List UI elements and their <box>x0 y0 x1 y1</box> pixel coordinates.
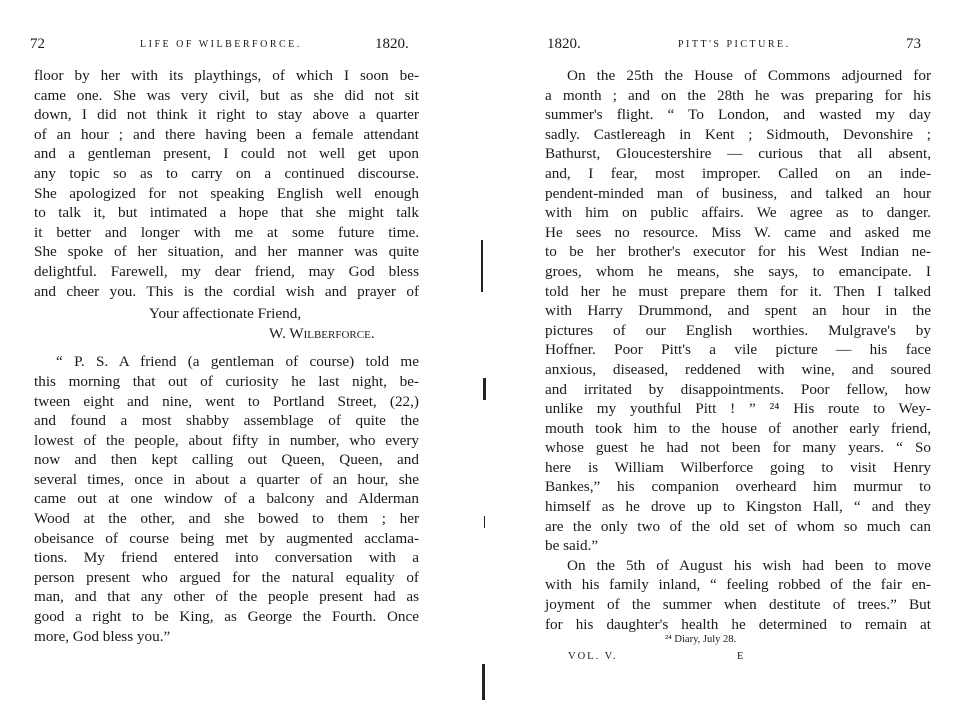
text-line: Bathurst, Gloucestershire — curious that all absent, <box>545 145 931 163</box>
text-line: of an hour ; and there having been a female attendant <box>34 125 419 143</box>
gutter-mark <box>482 664 485 700</box>
text-line: “ P. S. A friend (a gentleman of course) told me <box>56 353 419 371</box>
text-line: delightful. Farewell, my dear friend, may God bless <box>34 262 419 280</box>
text-line: more, God bless you.” <box>34 627 171 645</box>
signature-mark-letter: E <box>737 651 746 662</box>
text-line: anxious, diseased, reddened with wine, and soured <box>545 360 931 378</box>
text-line: and a gentleman present, I could not well get upon <box>34 145 419 163</box>
left-year: 1820. <box>375 36 409 52</box>
text-line: pendent-minded man of business, and talked an hour <box>545 184 931 202</box>
left-page-number: 72 <box>30 36 45 52</box>
text-line: any topic so as to carry on a continued discourse. <box>34 164 419 182</box>
right-year: 1820. <box>547 36 581 52</box>
text-line: a month ; and on the 28th he was preparing for his <box>545 86 931 104</box>
text-line: groes, whom he means, she says, to emancipate. I <box>545 262 931 280</box>
text-line: be said.” <box>545 537 599 555</box>
text-line: to talk it, but intimated a hope that she might talk <box>34 204 419 222</box>
text-line: now and then kept calling out Queen, Queen, and <box>34 451 419 469</box>
text-line: Hoffner. Poor Pitt's a vile picture — his face <box>545 341 931 359</box>
text-line: himself as he drove up to Kingston Hall, “ and they <box>545 498 931 516</box>
text-line: She spoke of her situation, and her manner was quite <box>34 243 419 261</box>
text-line: mouth took him to the house of another early friend, <box>545 419 931 437</box>
text-line: pictures of our English worthies. Mulgrave's by <box>545 321 931 339</box>
text-line: Wood at the other, and she bowed to them ; her <box>34 510 419 528</box>
text-line: On the 25th the House of Commons adjourned for <box>567 67 931 84</box>
text-line: told her he must prepare them for it. Then I talked <box>545 282 931 300</box>
text-line: She apologized for not speaking English well enough <box>34 184 419 202</box>
text-line: person present who argued for the natural equality of <box>34 568 419 586</box>
right-page <box>495 0 980 705</box>
left-running-title: LIFE OF WILBERFORCE. <box>140 39 302 50</box>
text-line: good a right to be King, as George the Fourth. Once <box>34 608 419 626</box>
text-line: unlike my youthful Pitt ! ” ²⁴ His route to Wey- <box>545 400 931 418</box>
text-line: to be her brother's executor for his West Indian ne- <box>545 243 931 261</box>
text-line: are the only two of the old set of whom so much can <box>545 517 931 535</box>
text-line: tions. My friend entered into conversation with a <box>34 549 419 567</box>
text-line: and irritated by disappointments. Poor fellow, how <box>545 380 931 398</box>
signature-mark-volume: VOL. V. <box>568 651 618 662</box>
text-line: and, I fear, most improper. Called on an inde- <box>545 164 931 182</box>
text-line: He sees no resource. Miss W. came and asked me <box>545 223 931 241</box>
text-line: lowest of the people, about fifty in number, who every <box>34 431 419 449</box>
text-line: and cheer you. This is the cordial wish and prayer of <box>34 282 419 300</box>
text-line: Bankes,” his companion overheard him murmur to <box>545 478 931 496</box>
text-line: On the 5th of August his wish had been to move <box>567 556 931 574</box>
text-line: joyment of the summer when destitute of trees.” But <box>545 596 931 614</box>
text-line: for his daughter's health he determined to remain at <box>545 615 931 633</box>
text-line: this morning that out of curiosity he last night, be- <box>34 372 419 390</box>
text-line: and found a most shabby assemblage of quite the <box>34 412 419 430</box>
text-line: summer's flight. “ To London, and wasted my day <box>545 106 931 124</box>
text-line: came one. She was very civil, but as she did not sit <box>34 86 419 104</box>
text-line: it better and longer with me at some future time. <box>34 223 419 241</box>
gutter-mark <box>483 378 486 400</box>
left-running-head <box>0 36 470 54</box>
left-body <box>34 66 419 646</box>
text-line: sadly. Castlereagh in Kent ; Sidmouth, Devonshire ; <box>545 125 931 143</box>
right-body <box>545 66 931 634</box>
text-line: with Harry Drummond, and spent an hour in the <box>545 302 931 320</box>
text-line: obeisance of course being met by augmented acclama- <box>34 529 419 547</box>
text-line: here is William Wilberforce going to visit Henry <box>545 458 931 476</box>
text-line: down, I did not think it right to stay above a quarter <box>34 106 419 124</box>
letter-signature: W. Wilberforce. <box>269 324 375 342</box>
text-line: with him on public affairs. We agree as to danger. <box>545 204 931 222</box>
text-line: with his family inland, “ feeling robbed of the fair en- <box>545 576 931 594</box>
text-line: man, and that any other of the people present had as <box>34 588 419 606</box>
text-line: floor by her with its playthings, of which I soon be- <box>34 67 419 84</box>
text-line: several times, once in about a quarter of an hour, she <box>34 470 419 488</box>
right-running-title: PITT'S PICTURE. <box>678 39 791 50</box>
right-running-head <box>495 36 980 54</box>
footnote: ²⁴ Diary, July 28. <box>665 634 737 645</box>
letter-closing: Your affectionate Friend, <box>149 305 302 323</box>
left-page <box>0 0 470 705</box>
text-line: came out at one window of a balcony and Alderman <box>34 490 419 508</box>
gutter-mark <box>484 516 485 528</box>
text-line: tween eight and nine, went to Portland Street, (22,) <box>34 392 419 410</box>
right-page-number: 73 <box>906 36 921 52</box>
gutter-mark <box>481 240 483 292</box>
text-line: whose guest he had not been for many years. “ So <box>545 439 931 457</box>
